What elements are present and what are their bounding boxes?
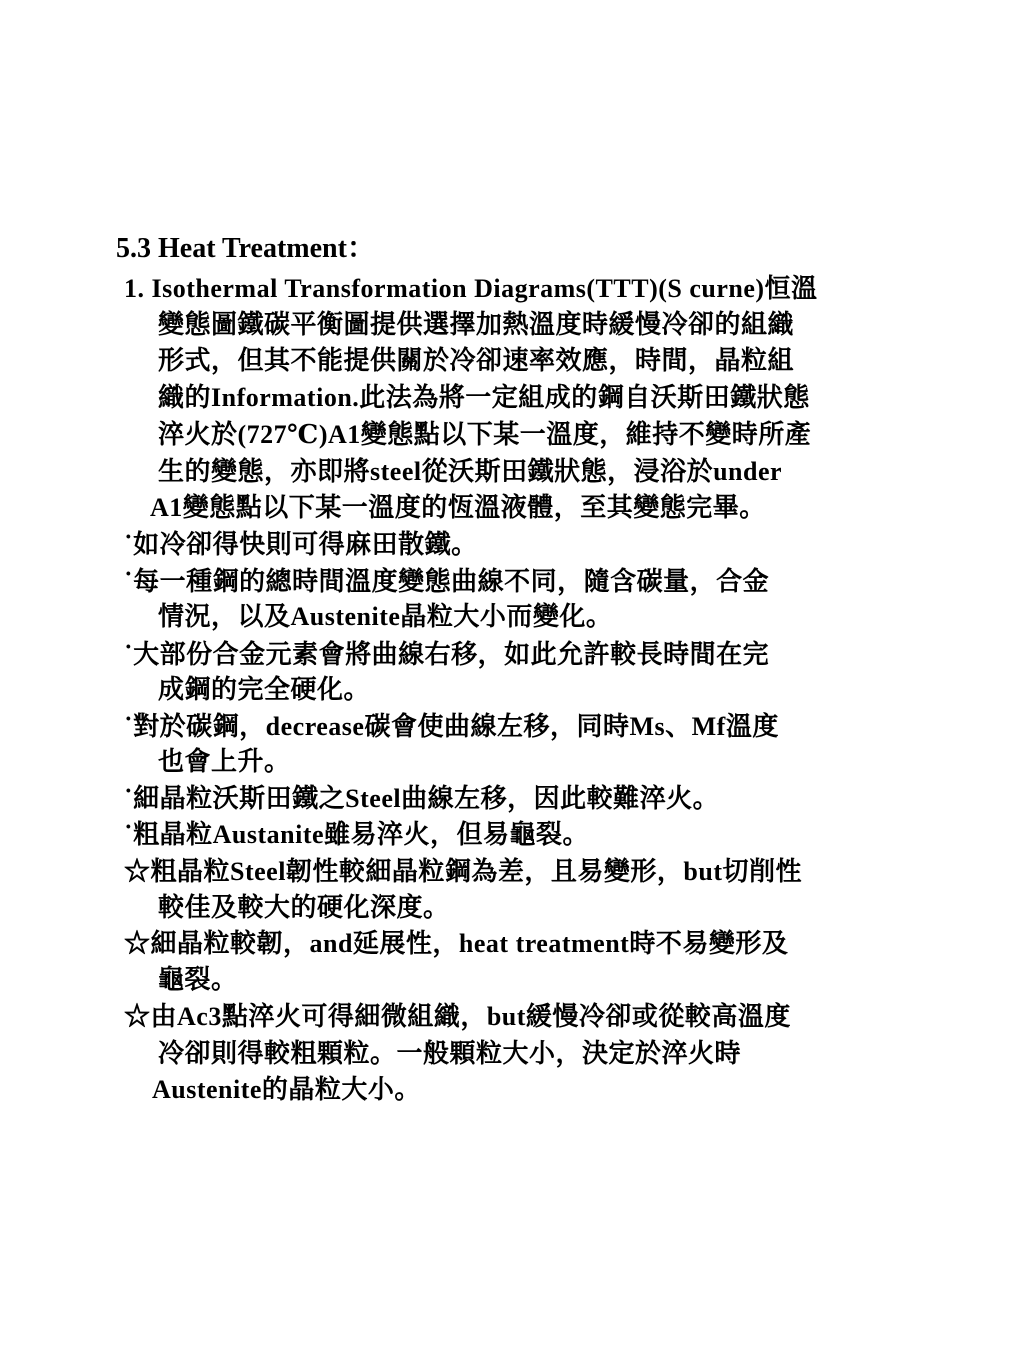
bullet-item: ˙每一種鋼的總時間溫度變態曲線不同，隨含碳量，合金 bbox=[124, 567, 770, 596]
star-item-continuation: Austenite的晶粒大小。 bbox=[152, 1075, 421, 1104]
star-item-continuation: 冷卻則得較粗顆粒。一般顆粒大小，決定於淬火時 bbox=[158, 1039, 742, 1068]
bullet-item-continuation: 情況，以及Austenite晶粒大小而變化。 bbox=[158, 602, 613, 631]
star-item-continuation: 龜裂。 bbox=[158, 965, 238, 994]
bullet-item: ˙細晶粒沃斯田鐵之Steel曲線左移，因此較難淬火。 bbox=[124, 784, 720, 813]
section-title: 5.3 Heat Treatment： bbox=[116, 233, 375, 264]
bullet-item: ˙如冷卻得快則可得麻田散鐵。 bbox=[124, 530, 478, 559]
star-item: ☆由Ac3點淬火可得細微組織，but緩慢冷卻或從較高溫度 bbox=[124, 1002, 791, 1031]
bullet-item: ˙大部份合金元素會將曲線右移，如此允許較長時間在完 bbox=[124, 640, 770, 669]
paragraph-line: 1. Isothermal Transformation Diagrams(TTT)(S curne)恒溫 bbox=[124, 274, 818, 303]
star-item: ☆細晶粒較韌，and延展性，heat treatment時不易變形及 bbox=[124, 929, 789, 958]
paragraph-line: 變態圖鐵碳平衡圖提供選擇加熱溫度時緩慢冷卻的組織 bbox=[158, 310, 795, 339]
star-item: ☆粗晶粒Steel韌性較細晶粒鋼為差，且易變形，but切削性 bbox=[124, 857, 803, 886]
paragraph-line: 淬火於(727℃)A1變態點以下某一溫度，維持不變時所產 bbox=[158, 420, 812, 449]
paragraph-line: 形式，但其不能提供關於冷卻速率效應，時間，晶粒組 bbox=[158, 346, 795, 375]
bullet-item: ˙對於碳鋼，decrease碳會使曲線左移，同時Ms、Mf溫度 bbox=[124, 712, 779, 741]
bullet-item-continuation: 成鋼的完全硬化。 bbox=[158, 675, 371, 704]
paragraph-line: 生的變態，亦即將steel從沃斯田鐵狀態，浸浴於under bbox=[158, 457, 783, 486]
bullet-item-continuation: 也會上升。 bbox=[158, 747, 291, 776]
star-item-continuation: 較佳及較大的硬化深度。 bbox=[158, 893, 450, 922]
bullet-item: ˙粗晶粒Austanite雖易淬火，但易龜裂。 bbox=[124, 820, 590, 849]
paragraph-line: 織的Information.此法為將一定組成的鋼自沃斯田鐵狀態 bbox=[158, 383, 810, 412]
paragraph-line: A1變態點以下某一溫度的恆溫液體，至其變態完畢。 bbox=[150, 493, 766, 522]
